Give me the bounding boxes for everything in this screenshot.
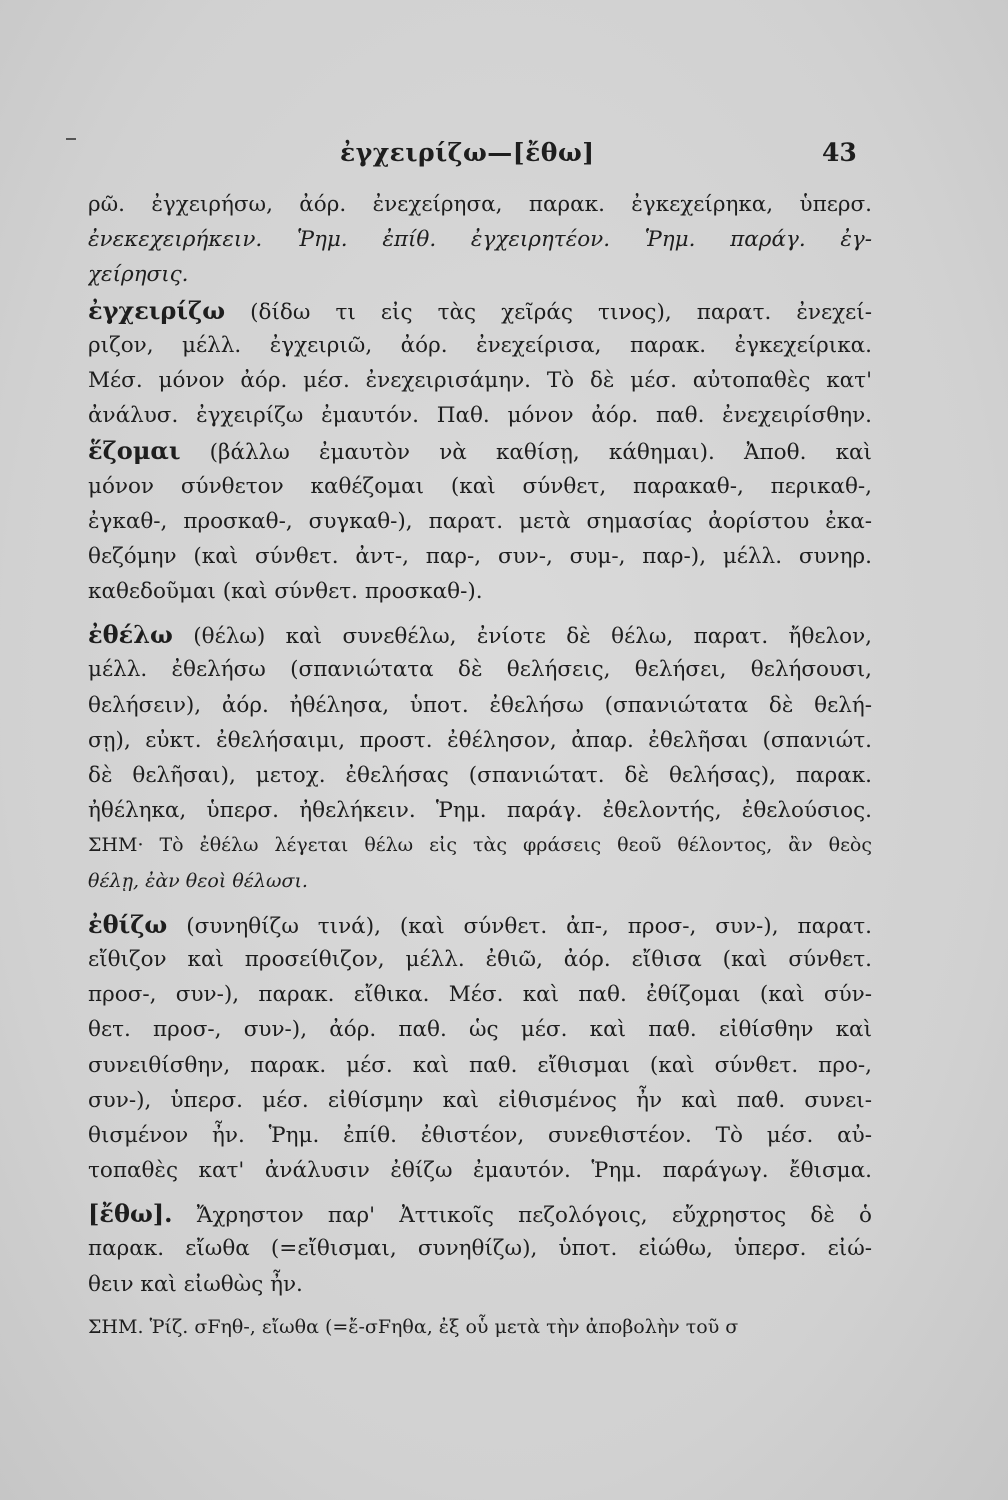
text-line: εἴθιζον καὶ προσείθιζον, μέλλ. ἐθιῶ, ἀόρ. εἴθισα (καὶ σύνθετ. — [88, 946, 872, 972]
text-line: σῃ), εὐκτ. ἐθελήσαιμι, προστ. ἐθέλησον, ἀπαρ. ἐθελῆσαι (σπανιώτ. — [88, 727, 872, 753]
text-line: μέλλ. ἐθελήσω (σπανιώτατα δὲ θελήσεις, θελήσει, θελήσουσι, — [88, 657, 872, 683]
page-number: 43 — [822, 138, 857, 167]
text-line: παρακ. εἴωθα (=εἴθισμαι, συνηθίζω), ὑποτ. εἰώθω, ὑπερσ. εἰώ- — [88, 1236, 872, 1262]
text-line: συν-), ὑπερσ. μέσ. εἰθίσμην καὶ εἰθισμένος ἦν καὶ παθ. συνει- — [88, 1087, 872, 1113]
text-line: μόνον σύνθετον καθέζομαι (καὶ σύνθετ, παρακαθ-, περικαθ-, — [88, 473, 872, 499]
text-line: Μέσ. μόνον ἀόρ. μέσ. ἐνεχειρισάμην. Τὸ δὲ μέσ. αὐτοπαθὲς κατ' — [88, 367, 872, 393]
note-line: ΣΗΜ. Ῥίζ. σFηθ-, εἴωθα (=ἔ-σFηθα, ἐξ οὗ μετὰ τὴν ἀποβολὴν τοῦ σ — [88, 1315, 739, 1338]
running-title: ἐγχειρίζω—[ἔθω] — [340, 138, 595, 167]
text-line: καθεδοῦμαι (καὶ σύνθετ. προσκαθ-). — [88, 579, 483, 605]
text-line: δὲ θελῆσαι), μετοχ. ἐθελήσας (σπανιώτατ. δὲ θελήσας), παρακ. — [88, 763, 872, 788]
headword: ἐθέλω — [88, 620, 173, 650]
entry-headword-line: ἐθέλω (θέλω) καὶ συνεθέλω, ἐνίοτε δὲ θέλω, παρατ. ἤθελον, — [88, 620, 872, 650]
entry-headword-line: [ἔθω]. Ἄχρηστον παρ' Ἀττικοῖς πεζολόγοις, εὔχρηστος δὲ ὁ — [88, 1199, 872, 1229]
text-line: ἀνάλυσ. ἐγχειρίζω ἐμαυτόν. Παθ. μόνον ἀόρ. παθ. ἐνεχειρίσθην. — [88, 403, 872, 429]
text-line: χείρησις. — [88, 262, 189, 288]
headword: ἐθίζω — [88, 909, 168, 939]
note-line: ΣΗΜ· Τὸ ἐθέλω λέγεται θέλω εἰς τὰς φράσεις θεοῦ θέλοντος, ἂν θεὸς — [88, 834, 872, 857]
headword: ἕζομαι — [88, 436, 181, 466]
dictionary-text — [88, 187, 872, 1345]
entry-headword-line: ἐθίζω (συνηθίζω τινά), (καὶ σύνθετ. ἀπ-, προσ-, συν-), παρατ. — [88, 909, 872, 939]
text-line: τοπαθὲς κατ' ἀνάλυσιν ἐθίζω ἐμαυτόν. Ῥημ. παράγωγ. ἔθισμα. — [88, 1158, 872, 1184]
entry-headword-line: ἐγχειρίζω (δίδω τι εἰς τὰς χεῖράς τινος), παρατ. ἐνεχεί- — [88, 295, 872, 325]
headword: [ἔθω]. — [88, 1199, 173, 1229]
running-header — [0, 138, 1008, 168]
headword: ἐγχειρίζω — [88, 295, 226, 325]
text-line: θειν καὶ εἰωθὼς ἦν. — [88, 1271, 303, 1297]
text-line: ἠθέληκα, ὑπερσ. ἠθελήκειν. Ῥημ. παράγ. ἐθελοντής, ἐθελούσιος. — [88, 798, 872, 824]
text-line: ἐγκαθ-, προσκαθ-, συγκαθ-), παρατ. μετὰ σημασίας ἀορίστου ἐκα- — [88, 508, 872, 534]
text-line: προσ-, συν-), παρακ. εἴθικα. Μέσ. καὶ παθ. ἐθίζομαι (καὶ σύν- — [88, 982, 872, 1008]
text-line: ρῶ. ἐγχειρήσω, ἀόρ. ἐνεχείρησα, παρακ. ἐγκεχείρηκα, ὑπερσ. — [88, 192, 872, 217]
entry-headword-line: ἕζομαι (βάλλω ἐμαυτὸν νὰ καθίσῃ, κάθημαι). Ἀποθ. καὶ — [88, 436, 872, 466]
text-line: συνειθίσθην, παρακ. μέσ. καὶ παθ. εἴθισμαι (καὶ σύνθετ. προ-, — [88, 1052, 872, 1078]
text-line: ριζον, μέλλ. ἐγχειριῶ, ἀόρ. ἐνεχείρισα, παρακ. ἐγκεχείρικα. — [88, 332, 872, 358]
text-line: θεζόμην (καὶ σύνθετ. ἀντ-, παρ-, συν-, συμ-, παρ-), μέλλ. συνηρ. — [88, 543, 872, 569]
note-line: θέλῃ, ἐὰν θεοὶ θέλωσι. — [88, 869, 308, 892]
text-line: θελήσειν), ἀόρ. ἠθέλησα, ὑποτ. ἐθελήσω (σπανιώτατα δὲ θελή- — [88, 692, 872, 718]
text-line: ἐνεκεχειρήκειν. Ῥημ. ἐπίθ. ἐγχειρητέον. Ῥημ. παράγ. ἐγ- — [88, 227, 872, 253]
text-line: θισμένον ἦν. Ῥημ. ἐπίθ. ἐθιστέον, συνεθιστέον. Τὸ μέσ. αὐ- — [88, 1122, 872, 1148]
text-line: θετ. προσ-, συν-), ἀόρ. παθ. ὡς μέσ. καὶ παθ. εἰθίσθην καὶ — [88, 1017, 872, 1043]
